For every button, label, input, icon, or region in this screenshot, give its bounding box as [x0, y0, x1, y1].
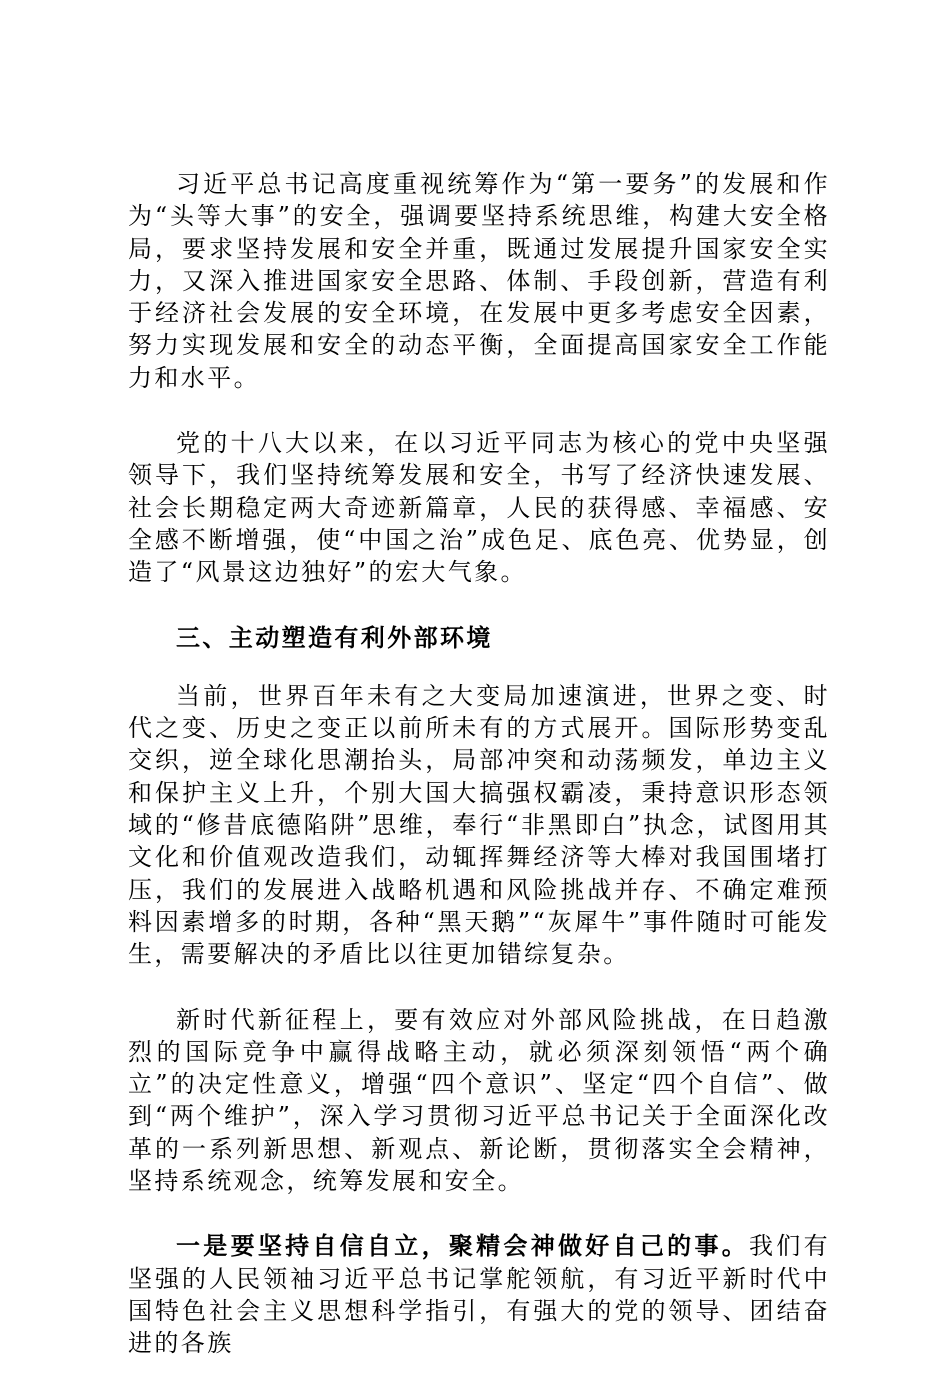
paragraph-self-reliance — [128, 1230, 830, 1359]
paragraph-world-changes: 当前，世界百年未有之大变局加速演进，世界之变、时代之变、历史之变正以前所未有的方式展开。国际形势变乱交织，逆全球化思潮抬头，局部冲突和动荡频发，单边主义和保护主义上升，个别大国大搞强权霸凌，秉持意识形态领域的“修昔底德陷阱”思维，奉行“非黑即白”执念，试图用其文化和价值观改造我们，动辄挥舞经济等大棒对我国围堵打压，我们的发展进入战略机遇和风险挑战并存、不确定难预料因素增多的时期，各种“黑天鹅”“灰犀牛”事件随时可能发生，需要解决的矛盾比以往更加错综复杂。 — [128, 681, 830, 969]
document-body — [128, 168, 830, 1393]
paragraph-body-text: 我们有坚强的人民领袖习近平总书记掌舵领航，有习近平新时代中国特色社会主义思想科学指引，有强大的党的领导、团结奋进的各族 — [128, 1232, 830, 1358]
paragraph-since-18th-congress: 党的十八大以来，在以习近平同志为核心的党中央坚强领导下，我们坚持统筹发展和安全，书写了经济快速发展、社会长期稳定两大奇迹新篇章，人民的获得感、幸福感、安全感不断增强，使“中国之治”成色足、底色亮、优势显，创造了“风景这边独好”的宏大气象。 — [128, 429, 830, 587]
paragraph-lead-sentence: 一是要坚持自信自立，聚精会神做好自己的事。 — [176, 1232, 750, 1261]
paragraph-overall-security: 习近平总书记高度重视统筹作为“第一要务”的发展和作为“头等大事”的安全，强调要坚持系统思维，构建大安全格局，要求坚持发展和安全并重，既通过发展提升国家安全实力，又深入推进国家安全思路、体制、手段创新，营造有利于经济社会发展的安全环境，在发展中更多考虑安全因素，努力实现发展和安全的动态平衡，全面提高国家安全工作能力和水平。 — [128, 170, 830, 392]
paragraph-new-era: 新时代新征程上，要有效应对外部风险挑战，在日趋激烈的国际竞争中赢得战略主动，就必须深刻领悟“两个确立”的决定性意义，增强“四个意识”、坚定“四个自信”、做到“两个维护”，深入学习贯彻习近平总书记关于全面深化改革的一系列新思想、新观点、新论断，贯彻落实全会精神，坚持系统观念，统筹发展和安全。 — [128, 1005, 830, 1196]
section-heading: 三、主动塑造有利外部环境 — [176, 623, 493, 652]
